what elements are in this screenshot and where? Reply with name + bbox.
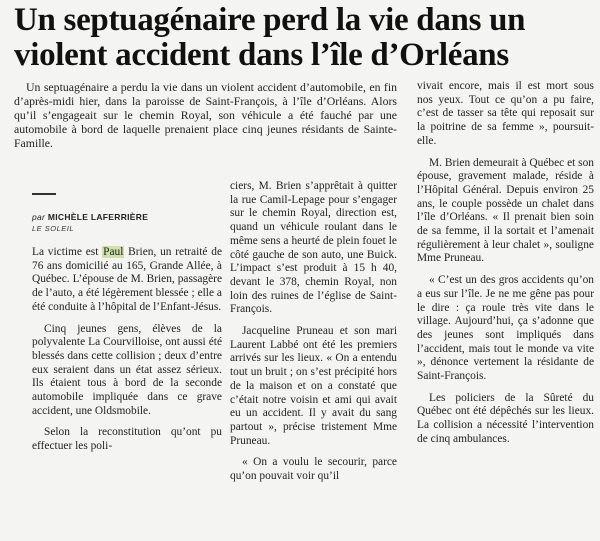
article-column-3 xyxy=(417,80,594,455)
byline xyxy=(32,212,222,223)
lede-text: Un septuagénaire a perdu la vie dans un violent accident d’automobile, en fin d’après-midi hier, dans la paroisse de Saint-François, à l’île d’Orléans. Alors qu’il s’engageait sur le chemin Royal, son véhicule a été fauché par une automobile à bord de laquelle prenaient place cinq jeunes résidants de Sainte-Famille. xyxy=(14,80,397,151)
article-column-2 xyxy=(230,180,397,492)
column3-paragraph-4: Les policiers de la Sûreté du Québec ont été dépêchés sur les lieux. La collision a nécessité l’intervention de cinq ambulances. xyxy=(417,391,594,445)
byline-rule xyxy=(32,193,56,195)
byline-author: MICHÈLE LAFERRIÈRE xyxy=(47,212,149,222)
byline-source: LE SOLEIL xyxy=(32,224,75,233)
column1-paragraph-1 xyxy=(32,246,222,315)
highlighted-word: Paul xyxy=(103,246,124,258)
column2-paragraph-1: ciers, M. Brien s’apprêtait à quitter la rue Camil-Lepage pour s’engager sur le chemin Royal, direction est, quand un véhicule roulant dans le même sens a heurté de plein fouet le côté gauche de son auto, une Buick. L’impact s’est produit à 15 h 40, devant le 378, chemin Royal, non loin des ruines de l’église de Saint-François. xyxy=(230,180,397,316)
article-column-1 xyxy=(32,246,222,462)
headline: Un septuagénaire perd la vie dans un violent accident dans l’île d’Orléans xyxy=(14,2,526,73)
lede-paragraph xyxy=(14,80,397,150)
column3-paragraph-2: M. Brien demeurait à Québec et son épouse, gravement malade, réside à l’Hôpital Général. Depuis environ 25 ans, le couple possède un chalet dans l’île d’Orléans. « Il prenait bien soin de sa femme, il la sortait et l’amenait régulièrement à leur chalet », souligne Mme Pruneau. xyxy=(417,156,594,265)
column3-paragraph-1: vivait encore, mais il est mort sous nos yeux. Tout ce qu’on a pu faire, c’est de tasser sa tête qui reposait sur la poitrine de sa femme », poursuit-elle. xyxy=(417,80,594,147)
column1-paragraph-3: Selon la reconstitution qu’ont pu effectuer les poli- xyxy=(32,426,222,453)
column2-paragraph-2: Jacqueline Pruneau et son mari Laurent Labbé ont été les premiers arrivés sur les lieux. « On a entendu tout un bruit ; on s’est précipité hors de la maison et on a constaté que c’était notre voisin et ami qui avait eu un accident. Il y avait du sang partout », précise tristement Mme Pruneau. xyxy=(230,325,397,447)
column2-paragraph-3: « On a voulu le secourir, parce qu’on pouvait voir qu’il xyxy=(230,456,397,483)
column1-text-start: La victime est xyxy=(32,246,103,258)
column1-text-rest: Brien, un retraité de 76 ans domicilié au 165, Grande Allée, à Québec. L’épouse de M. Brien, passagère de l’auto, a été légèrement blessée ; elle a été conduite à l’hôpital de l’Enfant-Jésus. xyxy=(32,246,222,313)
column1-paragraph-2: Cinq jeunes gens, élèves de la polyvalente La Courvilloise, ont aussi été blessés dans cette collision ; deux d’entre eux seraient dans un état assez sérieux. Ils étaient tous à bord de la seconde automobile impliquée dans ce grave accident, une Oldsmobile. xyxy=(32,322,222,417)
column3-paragraph-3: « C’est un des gros accidents qu’on a eus sur l’île. Je ne me gêne pas pour le dire : ça roule très vite dans le village. Aujourd’hui, ça s’adonne que des jeunes sont impliqués dans l’accident, mais tout le monde va vite », dénonce vertement la résidante de Saint-François. xyxy=(417,274,594,383)
byline-prefix: par xyxy=(32,212,46,222)
